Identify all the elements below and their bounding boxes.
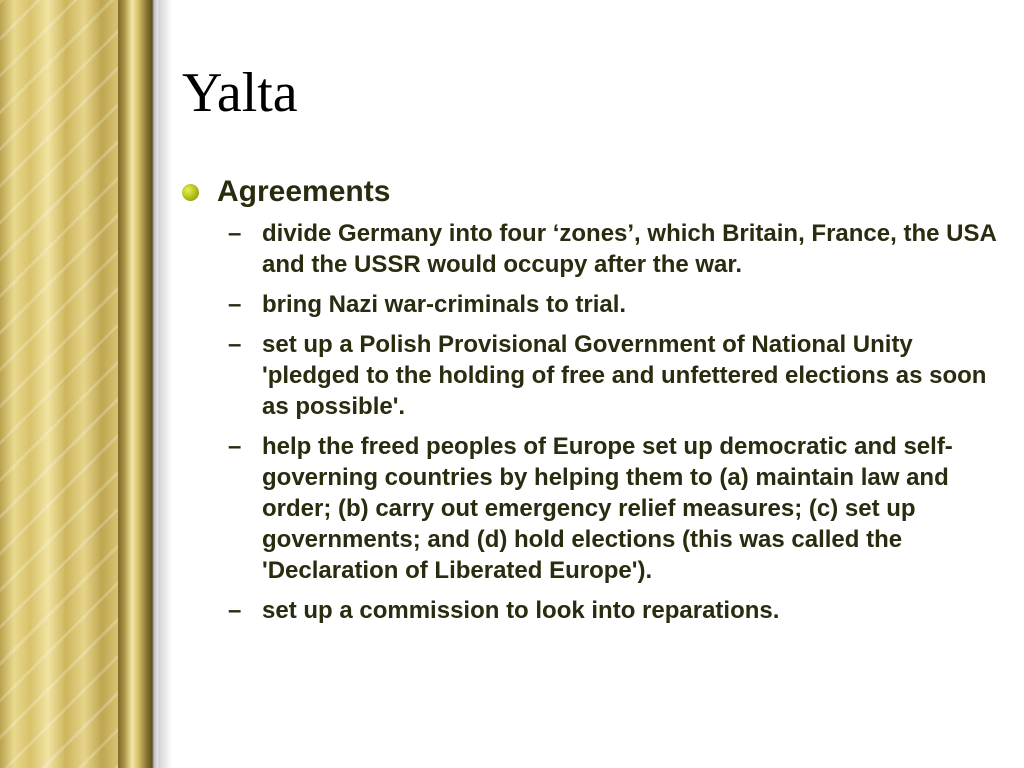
sublist-item-text: set up a Polish Provisional Government of National Unity 'pledged to the holding of free and unfettered elections as soon as possible'.	[262, 331, 987, 420]
agreements-sublist	[182, 218, 1002, 626]
slide-content	[182, 174, 1002, 635]
dash-icon: –	[228, 220, 242, 247]
sublist-item-text: divide Germany into four ‘zones’, which Britain, France, the USA and the USSR would occupy after the war.	[262, 220, 996, 278]
sublist-item	[228, 329, 1002, 422]
dash-icon: –	[228, 597, 242, 624]
sublist-item-text: help the freed peoples of Europe set up democratic and self-governing countries by helping them to (a) maintain law and order; (b) carry out emergency relief measures; (c) set up governments; and (d) hold elections (this was called the 'Declaration of Liberated Europe').	[262, 433, 953, 584]
sublist-item	[228, 289, 1002, 320]
bullet-dot-icon	[182, 184, 199, 201]
bullet-label: Agreements	[217, 175, 391, 208]
sublist-item-text: set up a commission to look into reparations.	[262, 597, 780, 624]
dash-icon: –	[228, 331, 242, 358]
rod-shadow	[158, 0, 172, 768]
slide-title: Yalta	[182, 62, 298, 124]
gold-border-decoration	[0, 0, 118, 768]
sublist-item-text: bring Nazi war-criminals to trial.	[262, 291, 627, 318]
sublist-item	[228, 595, 1002, 626]
sublist-item	[228, 218, 1002, 280]
bullet-agreements	[182, 174, 1002, 210]
gold-rod-decoration	[118, 0, 158, 768]
sublist-item	[228, 431, 1002, 586]
dash-icon: –	[228, 433, 242, 460]
dash-icon: –	[228, 291, 242, 318]
